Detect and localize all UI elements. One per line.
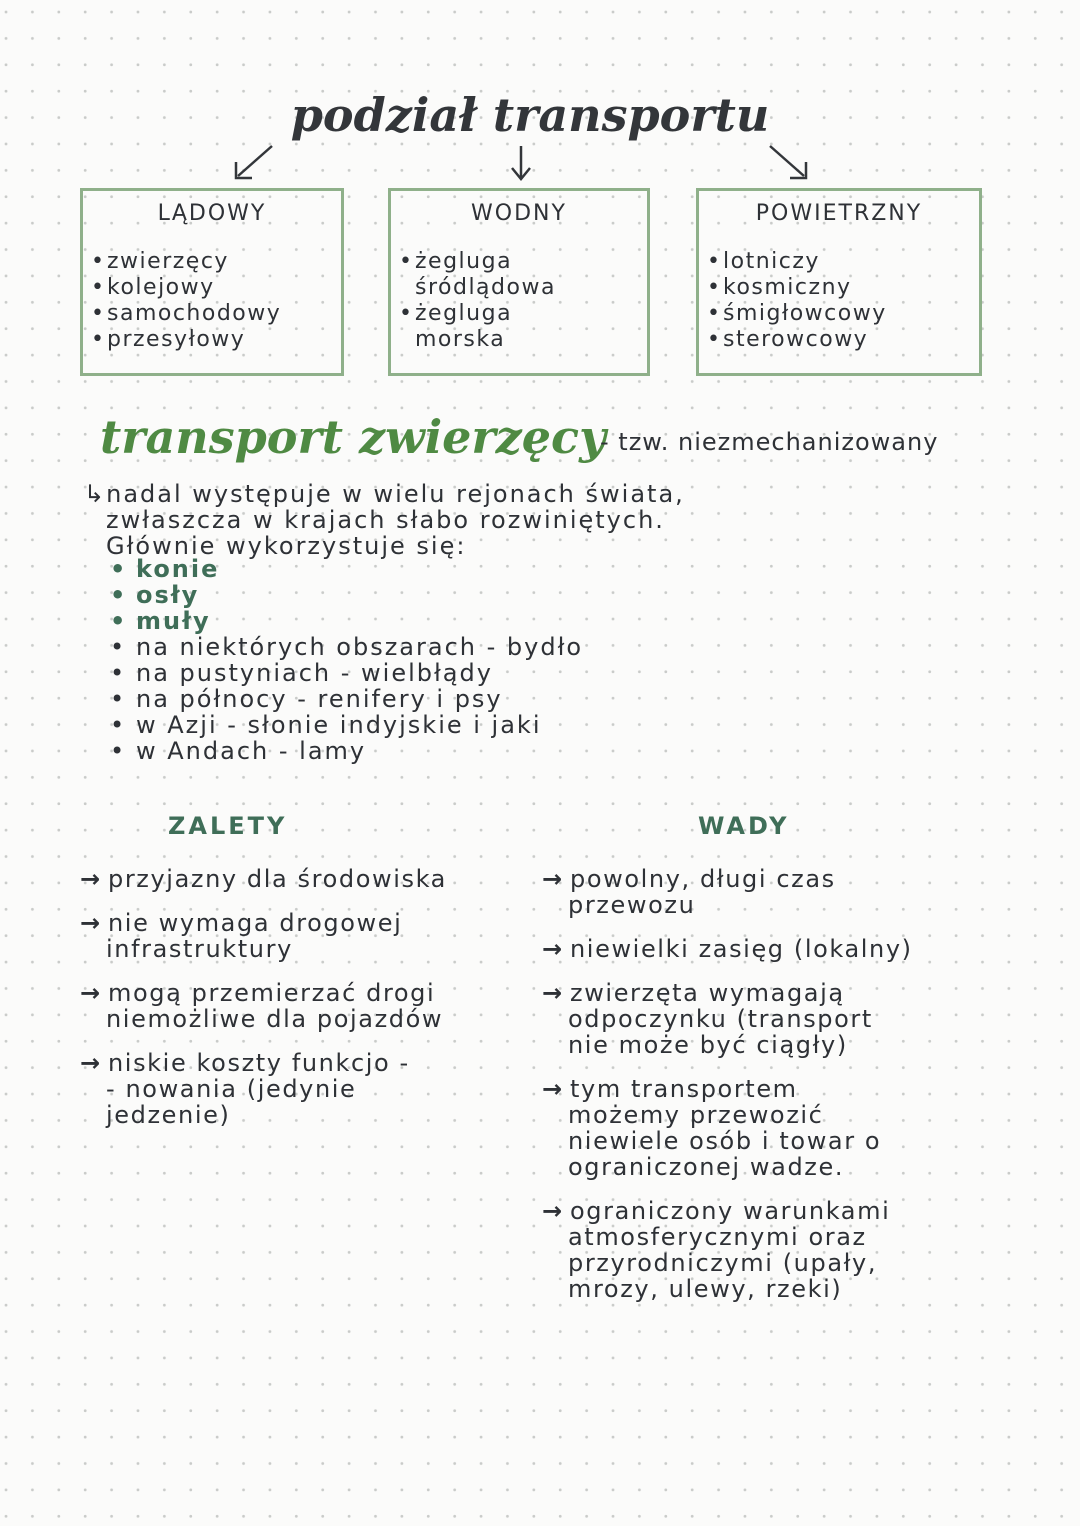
box-list (707, 249, 887, 353)
cons-item: → niewielki zasięg (lokalny) (542, 935, 913, 963)
arrow-right-icon: → (542, 935, 564, 963)
arrow-right-icon: → (542, 979, 564, 1007)
list-item: •żegluga (399, 301, 513, 326)
arrow-down-icon (508, 144, 534, 184)
arrow-left-icon (228, 140, 278, 184)
list-item: morska (415, 327, 506, 352)
pros-item: → nie wymaga drogowej infrastruktury (80, 909, 403, 963)
list-item: •kosmiczny (707, 275, 852, 300)
cons-item: → zwierzęta wymagają odpoczynku (transport nie może być ciągły) (542, 979, 873, 1059)
list-item: • w Andach - lamy (110, 737, 367, 765)
turn-arrow-icon: ↳ (84, 480, 107, 508)
box-heading: POWIETRZNY (755, 201, 923, 226)
cons-list (542, 866, 990, 1320)
animals-list (110, 556, 583, 764)
intro-line: ↳nadal występuje w wielu rejonach świata, (84, 480, 685, 508)
intro-line: Głównie wykorzystuje się: (106, 532, 467, 560)
box-powietrzny (696, 188, 982, 376)
box-heading: LĄDOWY (157, 201, 267, 226)
box-ladowy (80, 188, 344, 376)
page-title: podział transportu (290, 88, 770, 142)
pros-item: → niskie koszty funkcjo - - nowania (jedynie jedzenie) (80, 1049, 410, 1129)
section-title: transport zwierzęcy (100, 410, 606, 464)
arrow-right-icon: → (542, 1197, 564, 1225)
intro-text (84, 481, 984, 559)
box-list (91, 249, 281, 353)
cons-item: → powolny, długi czas przewozu (542, 865, 836, 919)
list-item: • na niektórych obszarach - bydło (110, 633, 584, 661)
pros-list (80, 866, 520, 1146)
list-item: • osły (110, 581, 200, 609)
list-item: •sterowcowy (707, 327, 869, 352)
cons-heading: WADY (698, 812, 790, 840)
list-item: • na północy - renifery i psy (110, 685, 503, 713)
intro-line: zwłaszcza w krajach słabo rozwiniętych. (106, 506, 665, 534)
pros-heading: ZALETY (168, 812, 288, 840)
arrow-right-icon (764, 140, 814, 184)
box-heading: WODNY (471, 201, 567, 226)
cons-item: → tym transportem możemy przewozić niewiele osób i towar o ograniczonej wadze. (542, 1075, 882, 1181)
pros-item: → przyjazny dla środowiska (80, 865, 447, 893)
arrow-right-icon: → (542, 865, 564, 893)
list-item: •kolejowy (91, 275, 215, 300)
cons-item: → ograniczony warunkami atmosferycznymi oraz przyrodniczymi (upały, mrozy, ulewy, rzeki) (542, 1197, 891, 1303)
list-item: •żegluga (399, 249, 513, 274)
list-item: śródlądowa (415, 275, 556, 300)
list-item: • muły (110, 607, 211, 635)
arrow-right-icon: → (542, 1075, 564, 1103)
arrow-right-icon: → (80, 865, 102, 893)
arrow-right-icon: → (80, 1049, 102, 1077)
list-item: •lotniczy (707, 249, 820, 274)
list-item: • konie (110, 555, 220, 583)
list-item: • w Azji - słonie indyjskie i jaki (110, 711, 542, 739)
list-item: • na pustyniach - wielbłądy (110, 659, 493, 687)
arrow-right-icon: → (80, 909, 102, 937)
section-subtitle: - tzw. niezmechanizowany (600, 428, 939, 456)
list-item: •przesyłowy (91, 327, 246, 352)
list-item: •zwierzęcy (91, 249, 229, 274)
pros-item: → mogą przemierzać drogi niemożliwe dla pojazdów (80, 979, 444, 1033)
arrow-right-icon: → (80, 979, 102, 1007)
box-wodny (388, 188, 650, 376)
list-item: •śmigłowcowy (707, 301, 887, 326)
list-item: •samochodowy (91, 301, 282, 326)
box-list (399, 249, 556, 353)
